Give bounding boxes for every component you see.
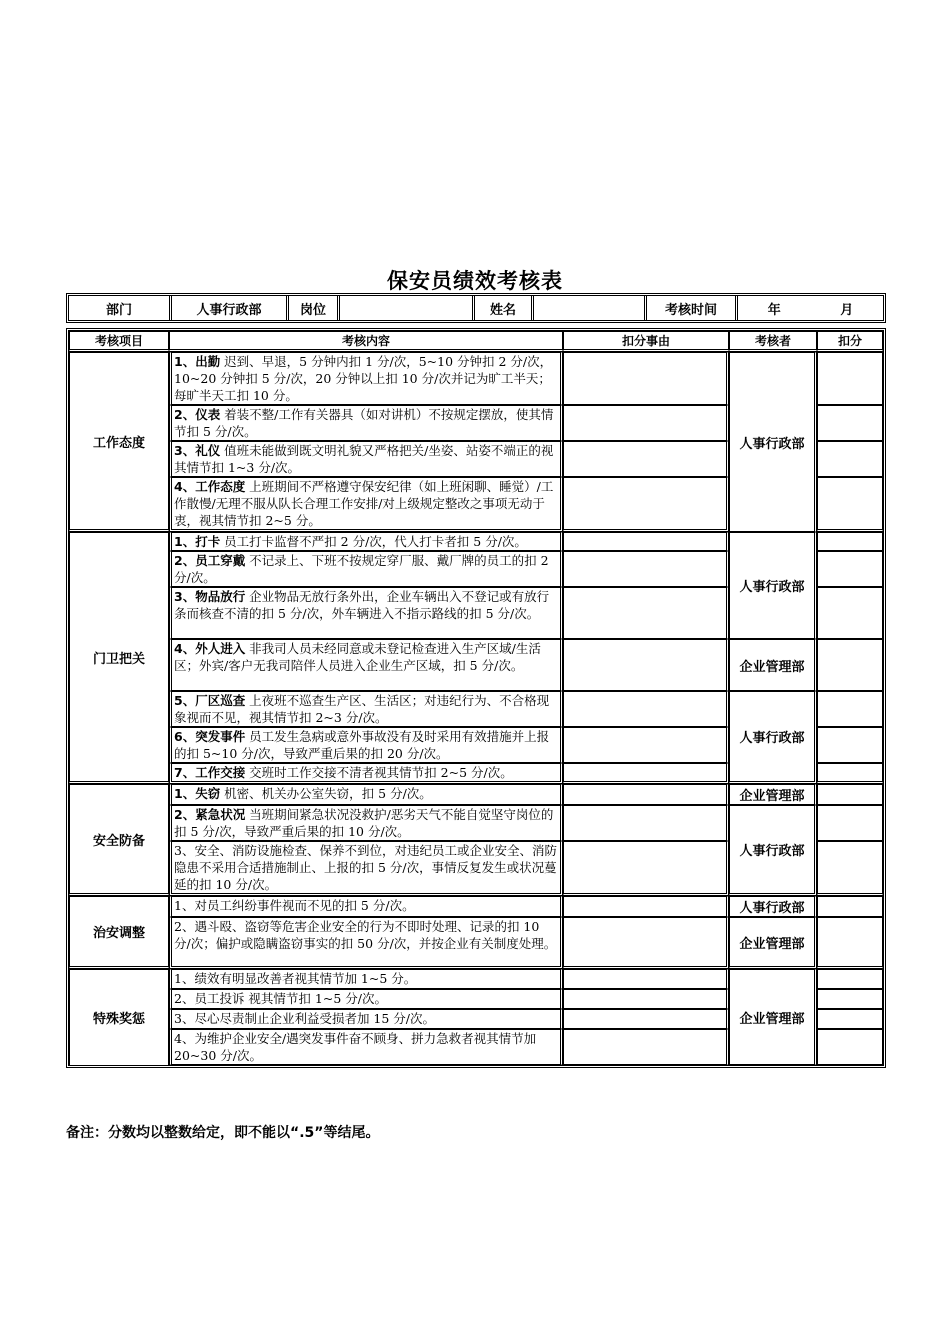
name-field[interactable]: [534, 296, 647, 320]
time-field[interactable]: [738, 296, 883, 320]
reason-field[interactable]: [563, 917, 729, 969]
col-header-item: 考核项目: [69, 331, 169, 352]
score-field[interactable]: [817, 477, 883, 532]
criteria-cell: 1、出勤 迟到、早退，5 分钟内扣 1 分/次，5~10 分钟扣 2 分/次，10~20 分钟扣 5 分/次，20 分钟以上扣 10 分/次并记为旷工半天；每旷半天工扣 10 分。: [169, 352, 563, 405]
score-field[interactable]: [817, 551, 883, 587]
reason-field[interactable]: [563, 763, 729, 784]
post-label: 岗位: [289, 296, 340, 320]
assessor-cell: 企业管理部: [729, 969, 817, 1065]
criteria-cell: 2、仪表 着装不整/工作有关器具（如对讲机）不按规定摆放，使其情节扣 5 分/次。: [169, 405, 563, 441]
page-title: 保安员绩效考核表: [387, 269, 563, 293]
reason-field[interactable]: [563, 405, 729, 441]
criteria-cell: 3、尽心尽责制止企业利益受损者加 15 分/次。: [169, 1009, 563, 1029]
score-field[interactable]: [817, 784, 883, 805]
criteria-cell: 1、对员工纠纷事件视而不见的扣 5 分/次。: [169, 896, 563, 917]
criteria-cell: 4、为维护企业安全/遇突发事件奋不顾身、拼力急救者视其情节加 20~30 分/次。: [169, 1029, 563, 1065]
score-field[interactable]: [817, 691, 883, 727]
category-label: 治安调整: [69, 896, 169, 969]
score-field[interactable]: [817, 896, 883, 917]
reason-field[interactable]: [563, 1029, 729, 1065]
month-label: 月: [840, 302, 854, 318]
reason-field[interactable]: [563, 896, 729, 917]
score-field[interactable]: [817, 639, 883, 691]
reason-field[interactable]: [563, 551, 729, 587]
score-field[interactable]: [817, 587, 883, 639]
criteria-cell: 3、物品放行 企业物品无放行条外出，企业车辆出入不登记或有放行条而核查不清的扣 5 分/次，外车辆进入不指示路线的扣 5 分/次。: [169, 587, 563, 639]
assessment-table: [66, 328, 886, 1068]
year-label: 年: [767, 302, 781, 318]
criteria-cell: 1、打卡 员工打卡监督不严扣 2 分/次，代人打卡者扣 5 分/次。: [169, 532, 563, 551]
score-field[interactable]: [817, 1009, 883, 1029]
post-field[interactable]: [340, 296, 475, 320]
reason-field[interactable]: [563, 691, 729, 727]
assessor-cell: 人事行政部: [729, 352, 817, 532]
reason-field[interactable]: [563, 784, 729, 805]
category-label: 工作态度: [69, 352, 169, 532]
criteria-cell: 4、外人进入 非我司人员未经同意或未登记检查进入生产区域/生活区；外宾/客户无我司陪伴人员进入企业生产区域，扣 5 分/次。: [169, 639, 563, 691]
score-field[interactable]: [817, 841, 883, 896]
reason-field[interactable]: [563, 587, 729, 639]
col-header-content: 考核内容: [169, 331, 563, 352]
score-field[interactable]: [817, 441, 883, 477]
dept-value: 人事行政部: [172, 296, 289, 320]
reason-field[interactable]: [563, 441, 729, 477]
dept-label: 部门: [69, 296, 172, 320]
col-header-score: 扣分: [817, 331, 883, 352]
time-label: 考核时间: [647, 296, 738, 320]
score-field[interactable]: [817, 532, 883, 551]
reason-field[interactable]: [563, 639, 729, 691]
reason-field[interactable]: [563, 477, 729, 532]
criteria-cell: 5、厂区巡查 上夜班不巡查生产区、生活区；对违纪行为、不合格现象视而不见，视其情节扣 2~3 分/次。: [169, 691, 563, 727]
category-label: 门卫把关: [69, 532, 169, 784]
category-label: 安全防备: [69, 784, 169, 896]
assessor-cell: 企业管理部: [729, 917, 817, 969]
criteria-cell: 2、员工穿戴 不记录上、下班不按规定穿厂服、戴厂牌的员工的扣 2 分/次。: [169, 551, 563, 587]
reason-field[interactable]: [563, 989, 729, 1009]
assessor-cell: 企业管理部: [729, 784, 817, 805]
col-header-reason: 扣分事由: [563, 331, 729, 352]
assessor-cell: 人事行政部: [729, 805, 817, 896]
assessor-cell: 企业管理部: [729, 639, 817, 691]
criteria-cell: 7、工作交接 交班时工作交接不清者视其情节扣 2~5 分/次。: [169, 763, 563, 784]
name-label: 姓名: [475, 296, 534, 320]
criteria-cell: 1、绩效有明显改善者视其情节加 1~5 分。: [169, 969, 563, 989]
reason-field[interactable]: [563, 969, 729, 989]
category-label: 特殊奖惩: [69, 969, 169, 1065]
reason-field[interactable]: [563, 532, 729, 551]
reason-field[interactable]: [563, 352, 729, 405]
header-info-table: [66, 293, 886, 323]
score-field[interactable]: [817, 805, 883, 841]
criteria-cell: 4、工作态度 上班期间不严格遵守保安纪律（如上班闲聊、睡觉）/工作散慢/无理不服从队长合理工作安排/对上级规定整改之事项无动于衷，视其情节扣 2~5 分。: [169, 477, 563, 532]
criteria-cell: 3、礼仪 值班未能做到既文明礼貌又严格把关/坐姿、站姿不端正的视其情节扣 1~3 分/次。: [169, 441, 563, 477]
score-field[interactable]: [817, 727, 883, 763]
criteria-cell: 2、紧急状况 当班期间紧急状况没救护/恶劣天气不能自觉坚守岗位的扣 5 分/次，导致严重后果的扣 10 分/次。: [169, 805, 563, 841]
reason-field[interactable]: [563, 841, 729, 896]
criteria-cell: 3、安全、消防设施检查、保养不到位，对违纪员工或企业安全、消防隐患不采用合适措施制止、上报的扣 5 分/次，事情反复发生或状况蔓延的扣 10 分/次。: [169, 841, 563, 896]
footnote: 备注：分数均以整数给定，即不能以“.5”等结尾。: [66, 1125, 380, 1141]
reason-field[interactable]: [563, 1009, 729, 1029]
score-field[interactable]: [817, 352, 883, 405]
assessor-cell: 人事行政部: [729, 691, 817, 784]
score-field[interactable]: [817, 1029, 883, 1065]
reason-field[interactable]: [563, 805, 729, 841]
criteria-cell: 2、遇斗殴、盗窃等危害企业安全的行为不即时处理、记录的扣 10 分/次；偏护或隐瞒盗窃事实的扣 50 分/次，并按企业有关制度处理。: [169, 917, 563, 969]
score-field[interactable]: [817, 969, 883, 989]
score-field[interactable]: [817, 405, 883, 441]
assessor-cell: 人事行政部: [729, 896, 817, 917]
criteria-cell: 2、员工投诉 视其情节扣 1~5 分/次。: [169, 989, 563, 1009]
col-header-assessor: 考核者: [729, 331, 817, 352]
score-field[interactable]: [817, 989, 883, 1009]
score-field[interactable]: [817, 917, 883, 969]
assessor-cell: 人事行政部: [729, 532, 817, 639]
score-field[interactable]: [817, 763, 883, 784]
criteria-cell: 1、失窃 机密、机关办公室失窃，扣 5 分/次。: [169, 784, 563, 805]
criteria-cell: 6、突发事件 员工发生急病或意外事故没有及时采用有效措施并上报的扣 5~10 分/次，导致严重后果的扣 20 分/次。: [169, 727, 563, 763]
reason-field[interactable]: [563, 727, 729, 763]
